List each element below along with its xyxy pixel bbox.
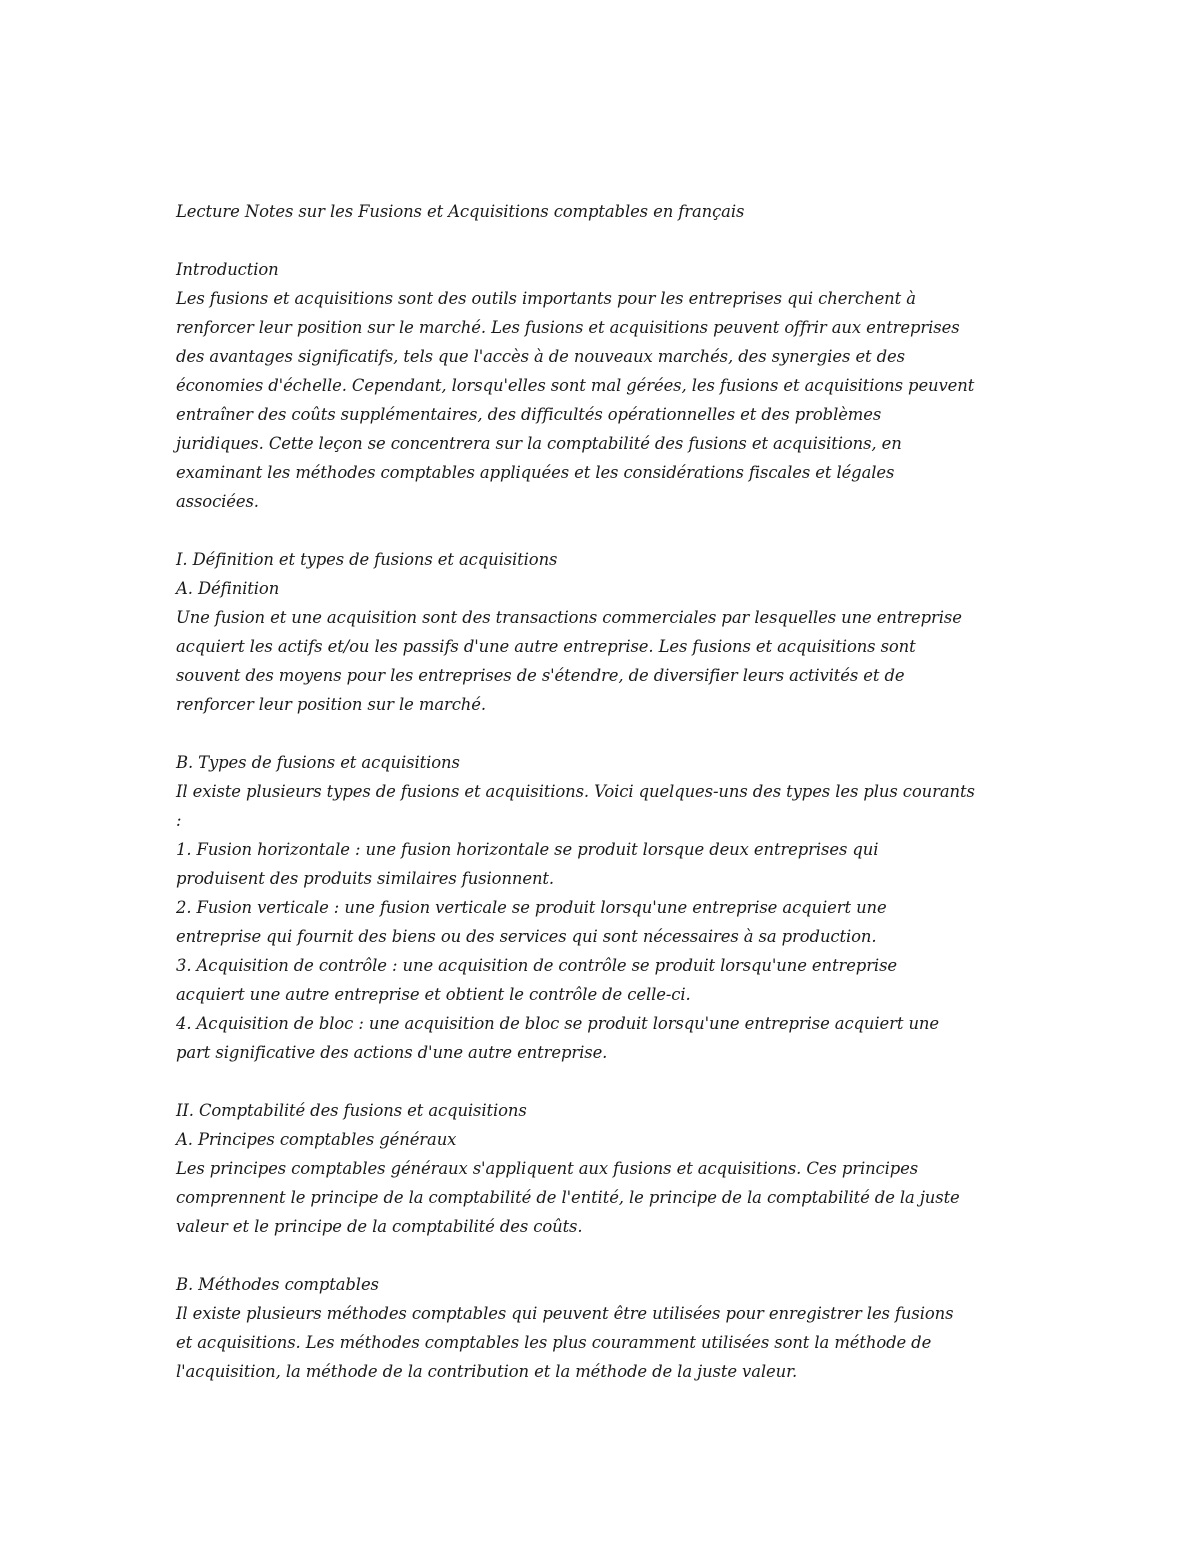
subsection-heading: A. Définition xyxy=(176,579,280,598)
section-heading: I. Définition et types de fusions et acquisitions xyxy=(176,550,558,569)
paragraph-line: renforcer leur position sur le marché. xyxy=(176,695,486,714)
paragraph-line: Les principes comptables généraux s'appliquent aux fusions et acquisitions. Ces principes xyxy=(176,1159,919,1178)
paragraph-line: : xyxy=(176,811,182,830)
paragraph-line: Les fusions et acquisitions sont des outils importants pour les entreprises qui cherchent à xyxy=(176,289,916,308)
list-item: 4. Acquisition de bloc : une acquisition de bloc se produit lorsqu'une entreprise acquiert une xyxy=(176,1014,939,1033)
list-item: 1. Fusion horizontale : une fusion horizontale se produit lorsque deux entreprises qui xyxy=(176,840,879,859)
definition-paragraph xyxy=(176,603,1036,719)
paragraph-line: juridiques. Cette leçon se concentrera sur la comptabilité des fusions et acquisitions, en xyxy=(176,434,902,453)
list-item: 3. Acquisition de contrôle : une acquisition de contrôle se produit lorsqu'une entreprise xyxy=(176,956,897,975)
intro-heading: Introduction xyxy=(176,260,279,279)
paragraph-line: comprennent le principe de la comptabilité de l'entité, le principe de la comptabilité de la juste xyxy=(176,1188,960,1207)
intro-paragraph xyxy=(176,284,1036,516)
principles-paragraph xyxy=(176,1154,1036,1241)
paragraph-line: acquiert les actifs et/ou les passifs d'une autre entreprise. Les fusions et acquisitions sont xyxy=(176,637,916,656)
list-item: part significative des actions d'une autre entreprise. xyxy=(176,1043,608,1062)
paragraph-line: et acquisitions. Les méthodes comptables les plus couramment utilisées sont la méthode de xyxy=(176,1333,932,1352)
spacer xyxy=(176,1067,1036,1096)
subsection-heading: A. Principes comptables généraux xyxy=(176,1130,457,1149)
subsection-heading: B. Méthodes comptables xyxy=(176,1275,379,1294)
types-paragraph xyxy=(176,777,1036,1067)
paragraph-line: valeur et le principe de la comptabilité des coûts. xyxy=(176,1217,583,1236)
list-item: entreprise qui fournit des biens ou des services qui sont nécessaires à sa production. xyxy=(176,927,877,946)
document-title: Lecture Notes sur les Fusions et Acquisitions comptables en français xyxy=(176,202,745,221)
list-item: acquiert une autre entreprise et obtient le contrôle de celle-ci. xyxy=(176,985,691,1004)
list-item: produisent des produits similaires fusionnent. xyxy=(176,869,555,888)
spacer xyxy=(176,516,1036,545)
spacer xyxy=(176,226,1036,255)
paragraph-line: renforcer leur position sur le marché. Les fusions et acquisitions peuvent offrir aux entreprises xyxy=(176,318,960,337)
paragraph-line: économies d'échelle. Cependant, lorsqu'elles sont mal gérées, les fusions et acquisitions peuvent xyxy=(176,376,975,395)
paragraph-line: Il existe plusieurs méthodes comptables qui peuvent être utilisées pour enregistrer les fusions xyxy=(176,1304,954,1323)
paragraph-line: entraîner des coûts supplémentaires, des difficultés opérationnelles et des problèmes xyxy=(176,405,882,424)
methods-paragraph xyxy=(176,1299,1036,1386)
paragraph-line: examinant les méthodes comptables appliquées et les considérations fiscales et légales xyxy=(176,463,895,482)
paragraph-line: Il existe plusieurs types de fusions et acquisitions. Voici quelques-uns des types les plus courants xyxy=(176,782,975,801)
paragraph-line: l'acquisition, la méthode de la contribution et la méthode de la juste valeur. xyxy=(176,1362,798,1381)
paragraph-line: associées. xyxy=(176,492,259,511)
paragraph-line: souvent des moyens pour les entreprises de s'étendre, de diversifier leurs activités et de xyxy=(176,666,905,685)
section-heading: II. Comptabilité des fusions et acquisitions xyxy=(176,1101,527,1120)
spacer xyxy=(176,719,1036,748)
subsection-heading: B. Types de fusions et acquisitions xyxy=(176,753,460,772)
spacer xyxy=(176,1241,1036,1270)
document-page xyxy=(176,197,1036,1386)
paragraph-line: Une fusion et une acquisition sont des transactions commerciales par lesquelles une entreprise xyxy=(176,608,962,627)
list-item: 2. Fusion verticale : une fusion verticale se produit lorsqu'une entreprise acquiert une xyxy=(176,898,887,917)
paragraph-line: des avantages significatifs, tels que l'accès à de nouveaux marchés, des synergies et des xyxy=(176,347,905,366)
